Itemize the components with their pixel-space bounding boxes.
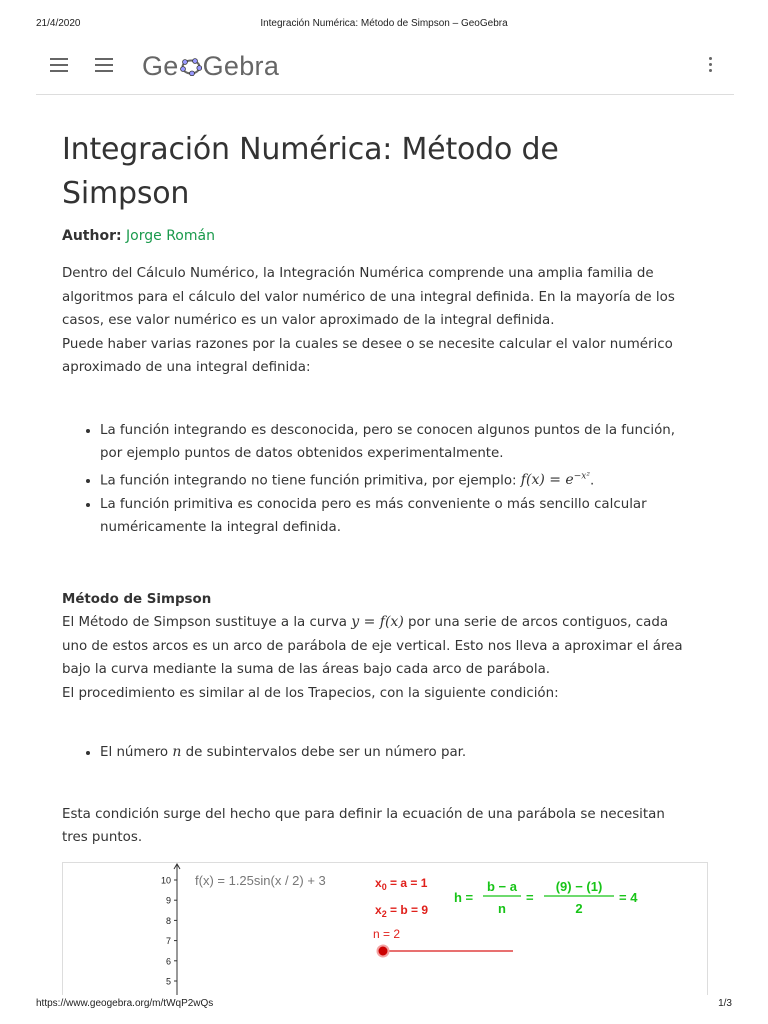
h-numerator: b − a — [487, 879, 517, 894]
n-symbol: n — [172, 744, 182, 761]
x0-label — [375, 876, 428, 892]
reason-3-text: La función primitiva es conocida pero es más conveniente o más sencillo calcular numéricamente la integral definida. — [100, 496, 647, 536]
x2-symbol: x — [375, 903, 382, 917]
print-footer — [36, 998, 732, 1012]
article-content — [62, 128, 692, 850]
simpson-text-a: El Método de Simpson sustituye a la curva — [62, 615, 352, 631]
x2-value: = b = 9 — [386, 903, 429, 917]
page-title: Integración Numérica: Método de Simpson — [62, 132, 559, 211]
x0-value: = a = 1 — [386, 876, 428, 890]
second-denominator: 2 — [575, 901, 583, 916]
closing-paragraph: Esta condición surge del hecho que para definir la ecuación de una parábola se necesitan tres puntos. — [62, 806, 665, 846]
y-tick-label: 6 — [165, 956, 171, 967]
reason-2-text: La función integrando no tiene función primitiva, por ejemplo: — [100, 473, 521, 489]
condition-text-a: El número — [100, 745, 173, 761]
second-numerator: (9) − (1) — [555, 879, 603, 894]
x0-symbol: x — [375, 876, 382, 890]
intro-paragraph — [62, 262, 692, 380]
condition-text-b: de subintervalos debe ser un número par. — [181, 745, 467, 761]
y-tick-label: 8 — [165, 915, 171, 926]
h-denominator: n — [498, 901, 506, 916]
y-tick-label: 10 — [160, 875, 171, 886]
hamburger-menu-icon-secondary[interactable] — [95, 58, 113, 72]
intro-text-2: Puede haber varias razones por la cuales se desee o se necesite calcular el valor numérico aproximado de una integral definida: — [62, 336, 673, 375]
h-equals: = — [526, 890, 534, 905]
simpson-paragraph — [62, 611, 692, 705]
intro-text-1: Dentro del Cálculo Numérico, la Integración Numérica comprende una amplia familia de algoritmos para el cálculo del valor numérico de una integral definida. En la mayoría de los casos, ese valor numérico es un valor aproximado de la integral definida. — [62, 266, 675, 328]
y-tick-label: 7 — [165, 936, 171, 947]
reason-2-end: . — [589, 473, 595, 489]
x2-subscript: 2 — [381, 909, 387, 919]
simpson-text-2: El procedimiento es similar al de los Trapecios, con la siguiente condición: — [62, 685, 559, 701]
more-options-icon[interactable] — [708, 56, 714, 74]
logo-text-right: Gebra — [202, 50, 280, 81]
function-label: f(x) = 1.25sin(x / 2) + 3 — [195, 873, 326, 888]
h-result: = 4 — [619, 890, 638, 905]
formula-exponent: −x² — [573, 471, 590, 482]
simpson-text-b: por una serie de arcos contiguos, cada uno de estos arcos es un arco de parábola de eje vertical. Esto nos lleva a aproximar el área bajo la curva mediante la suma de las áreas bajo cada arco de parábola. — [62, 615, 683, 678]
list-item — [100, 466, 692, 493]
author-label: Author: — [62, 228, 122, 244]
section-heading: Método de Simpson — [62, 591, 212, 607]
list-item — [100, 419, 692, 466]
condition-list — [62, 741, 692, 765]
y-ticks — [161, 876, 177, 987]
h-label: h = — [454, 890, 474, 905]
y-tick-label: 9 — [165, 895, 171, 906]
reasons-list — [62, 419, 692, 540]
geogebra-logo[interactable] — [142, 50, 279, 82]
print-title: Integración Numérica: Método de Simpson – GeoGebra — [260, 18, 508, 29]
list-item — [100, 741, 692, 765]
applet-canvas[interactable] — [63, 863, 707, 995]
author-line — [62, 226, 692, 246]
print-url: https://www.geogebra.org/m/tWqP2wQs — [36, 998, 214, 1009]
y-tick-label: 5 — [165, 976, 171, 987]
logo-text-left: Ge — [142, 50, 179, 81]
author-link[interactable]: Jorge Román — [126, 228, 215, 244]
x0-subscript: 0 — [381, 882, 387, 892]
top-bar — [36, 40, 734, 95]
print-header — [36, 18, 732, 32]
reason-2-formula — [521, 472, 590, 488]
print-page-number: 1/3 — [718, 998, 732, 1009]
n-slider-handle[interactable] — [378, 946, 389, 957]
geogebra-ellipse-icon — [180, 56, 202, 76]
curve-formula: y = f(x) — [351, 614, 404, 631]
geogebra-applet[interactable] — [62, 862, 708, 995]
n-slider-label: n = 2 — [373, 927, 401, 941]
print-date: 21/4/2020 — [36, 18, 81, 29]
h-formula — [454, 879, 638, 916]
hamburger-menu-icon[interactable] — [50, 58, 68, 72]
list-item — [100, 493, 692, 540]
formula-base: f(x) = e — [520, 472, 574, 489]
reason-1-text: La función integrando es desconocida, pero se conocen algunos puntos de la función, por ejemplo puntos de datos obtenidos experimentalmente. — [100, 422, 675, 461]
x2-label — [375, 903, 428, 919]
